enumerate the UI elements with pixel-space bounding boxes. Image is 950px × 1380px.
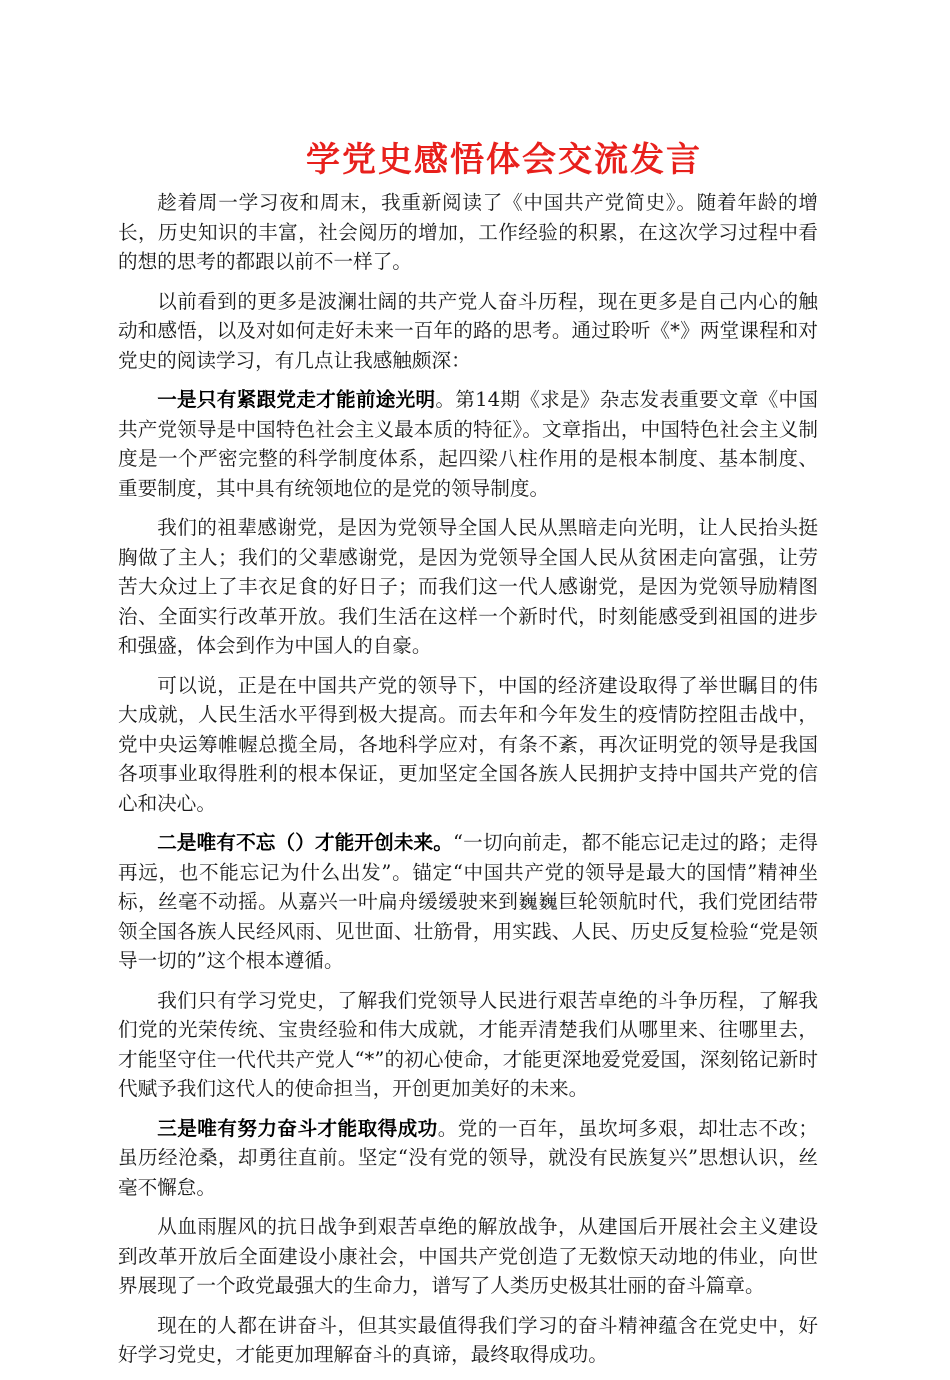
paragraph-text: 可以说，正是在中国共产党的领导下，中国的经济建设取得了举世瞩目的伟大成就，人民生活水平得到极大提高。而去年和今年发生的疫情防控阻击战中，党中央运筹帷幄总揽全局，各地科学应对，有条不紊，再次证明党的领导是我国各项事业取得胜利的根本保证，更加坚定全国各族人民拥护支持中国共产党的信心和决心。 — [118, 673, 818, 815]
paragraph-lead: 二是唯有不忘（）才能开创未来。 — [157, 831, 453, 854]
paragraph-3 — [118, 385, 818, 503]
paragraph-lead: 三是唯有努力奋斗才能取得成功 — [157, 1116, 438, 1140]
paragraph-text: 从血雨腥风的抗日战争到艰苦卓绝的解放战争，从建国后开展社会主义建设到改革开放后全面建设小康社会，中国共产党创造了无数惊天动地的伟业，向世界展现了一个政党最强大的生命力，谱写了人类历史极其壮丽的奋斗篇章。 — [118, 1215, 818, 1297]
paragraph-text: 。第14期《求是》杂志发表重要文章《中国共产党领导是中国特色社会主义最本质的特征》。文章指出，中国特色社会主义制度是一个严密完整的科学制度体系，起四梁八柱作用的是根本制度、基本制度、重要制度，其中具有统领地位的是党的领导制度。 — [118, 388, 819, 500]
paragraph-1 — [118, 188, 818, 277]
paragraph-8 — [118, 1114, 818, 1203]
paragraph-text: “一切向前走，都不能忘记走过的路；走得再远，也不能忘记为什么出发”。锚定“中国共产党的领导是最大的国情”精神坐标，丝毫不动摇。从嘉兴一叶扁舟缓缓驶来到巍巍巨轮领航时代，我们党团结带领全国各族人民经风雨、见世面、壮筋骨，用实践、人民、历史反复检验“党是领导一切的”这个根本遵循。 — [118, 831, 818, 972]
paragraph-2 — [118, 287, 818, 376]
document-title: 学党史感悟体会交流发言 — [306, 140, 702, 180]
paragraph-6 — [118, 828, 818, 976]
paragraph-text: 现在的人都在讲奋斗，但其实最值得我们学习的奋斗精神蕴含在党史中，好好学习党史，才能更加理解奋斗的真谛，最终取得成功。 — [118, 1313, 818, 1366]
paragraph-7 — [118, 986, 818, 1104]
paragraph-text: 我们的祖辈感谢党，是因为党领导全国人民从黑暗走向光明，让人民抬头挺胸做了主人；我们的父辈感谢党，是因为党领导全国人民从贫困走向富强，让劳苦大众过上了丰衣足食的好日子；而我们这一代人感谢党，是因为党领导励精图治、全面实行改革开放。我们生活在这样一个新时代，时刻能感受到祖国的进步和强盛，体会到作为中国人的自豪。 — [118, 516, 818, 657]
paragraph-10 — [118, 1311, 818, 1370]
paragraph-text: 我们只有学习党史，了解我们党领导人民进行艰苦卓绝的斗争历程，了解我们党的光荣传统、宝贵经验和伟大成就，才能弄清楚我们从哪里来、往哪里去，才能坚守住一代代共产党人“*”的初心使命，才能更深地爱党爱国，深刻铭记新时代赋予我们这代人的使命担当，开创更加美好的未来。 — [118, 988, 818, 1100]
document-body — [118, 188, 818, 1380]
paragraph-5 — [118, 671, 818, 819]
paragraph-4 — [118, 513, 818, 661]
paragraph-lead: 一是只有紧跟党走才能前途光明 — [157, 388, 436, 411]
paragraph-text: 以前看到的更多是波澜壮阔的共产党人奋斗历程，现在更多是自己内心的触动和感悟，以及对如何走好未来一百年的路的思考。通过聆听《*》两堂课程和对党史的阅读学习，有几点让我感触颇深： — [118, 289, 818, 372]
paragraph-text: 趁着周一学习夜和周末，我重新阅读了《中国共产党简史》。随着年龄的增长，历史知识的丰富，社会阅历的增加，工作经验的积累，在这次学习过程中看的想的思考的都跟以前不一样了。 — [118, 191, 818, 273]
paragraph-9 — [118, 1212, 818, 1301]
paragraph-text: 。党的一百年，虽坎坷多艰，却壮志不改；虽历经沧桑，却勇往直前。坚定“没有党的领导，就没有民族复兴”思想认识，丝毫不懈怠。 — [118, 1116, 819, 1199]
